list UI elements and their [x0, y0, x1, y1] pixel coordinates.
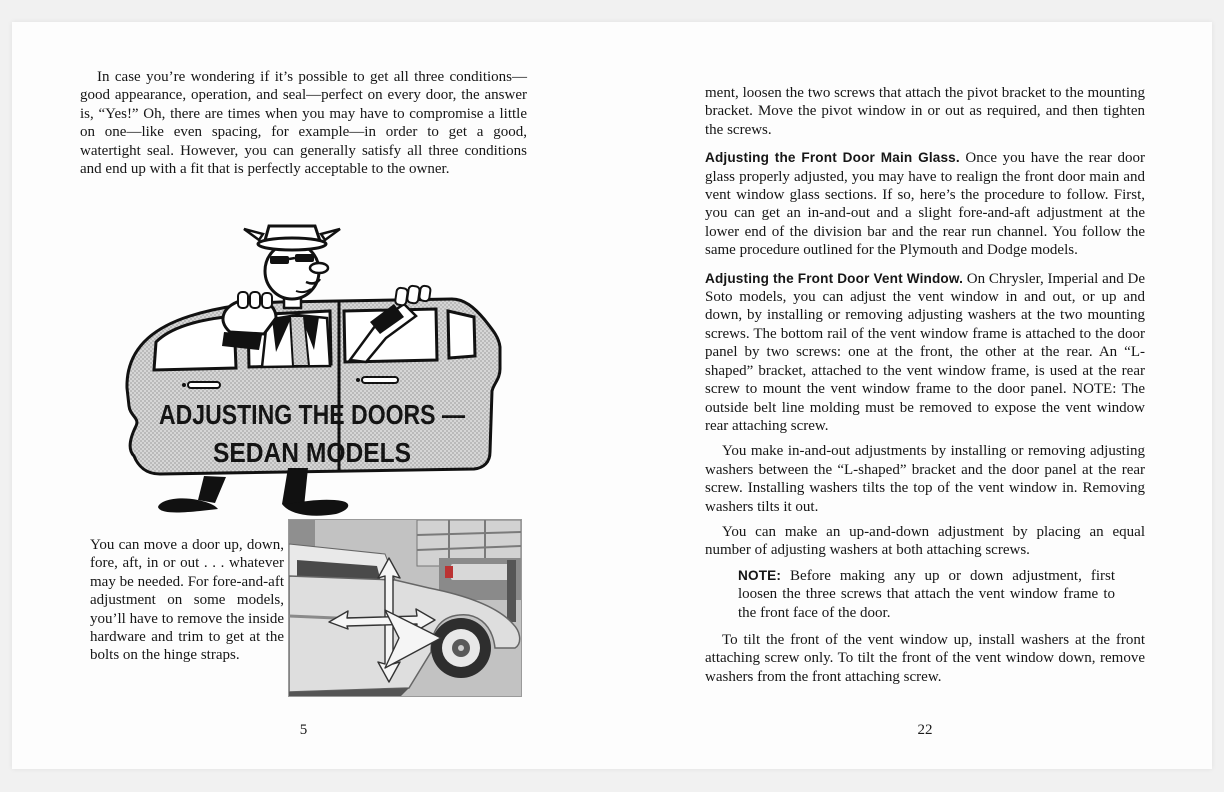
note-text: Before making any up or down adjustment, first loosen the three screws that attach the vent window frame to the front face of the door.	[738, 567, 1116, 621]
section-heading-vent-window: Adjusting the Front Door Vent Window.	[705, 270, 964, 286]
note-label: NOTE:	[738, 567, 782, 583]
book-spread	[12, 22, 1212, 769]
cartoon-illustration	[112, 220, 502, 532]
door-caption: You can move a door up, down, fore, aft, in or out . . . whatever may be needed. For fore-and-aft adjustment on some models, you’ll have to remove the inside hardware and trim to get at the bolts on the hinge straps.	[90, 537, 284, 664]
note-block	[738, 567, 1115, 622]
page-number-left: 5	[299, 722, 308, 738]
car-photo-image	[289, 520, 521, 696]
door-handle-right	[356, 377, 398, 383]
section-main-glass	[705, 149, 1145, 259]
cartoon-title-line2: SEDAN MODELS	[213, 437, 411, 468]
cartoon-title-line1: ADJUSTING THE DOORS —	[159, 399, 465, 430]
body-paragraph-up-down: You can make an up-and-down adjustment by placing an equal number of adjusting washers at both attaching screws.	[705, 523, 1145, 559]
section-vent-window-text: On Chrysler, Imperial and De Soto models, you can adjust the vent window in and out, or up and down, by installing or removing adjusting washers at the two mounting screws. The bottom rail of the vent window frame is attached to the door panel by two screws: one at the front, the other at the rear. An “L-shaped” bracket, attached to the vent window frame, is used at the rear screw to mount the vent window frame to the door panel. NOTE: The outside belt line molding must be removed to expose the vent window rear attaching screw.	[705, 270, 1145, 434]
body-paragraph-in-out: You make in-and-out adjustments by installing or removing adjusting washers between the “L-shaped” bracket and the door panel at the rear screw. Installing washers tilts the top of the vent window in. Removing washers tilts it out.	[705, 443, 1145, 515]
cartoon-doors-drawing	[112, 220, 502, 532]
body-paragraph-continuation: ment, loosen the two screws that attach the pivot bracket to the mounting bracket. Move the pivot window in or out as required, and then tighten the screws.	[705, 85, 1145, 138]
body-paragraph-tilt: To tilt the front of the vent window up, install washers at the front attaching screw only. To tilt the front of the vent window down, remove washers from the front attaching screw.	[705, 631, 1145, 685]
intro-paragraph: In case you’re wondering if it’s possible to get all three conditions—good appearance, operation, and seal—perfect on every door, the answer is, “Yes!” Oh, there are times when you may have to compromise a little on one—like even spacing, for example—in order to get a good, watertight seal. However, you can generally satisfy all three conditions and end up with a fit that is perfectly acceptable to the owner.	[80, 69, 527, 178]
page-number-right: 22	[917, 722, 933, 738]
door-handle-left	[182, 382, 220, 388]
section-heading-main-glass: Adjusting the Front Door Main Glass.	[705, 150, 960, 166]
car-photo	[289, 520, 521, 696]
section-vent-window	[705, 270, 1145, 436]
glasses-icon	[270, 256, 289, 264]
window-vent	[448, 311, 475, 358]
section-main-glass-text: Once you have the rear door glass properly adjusted, you may have to realign the front door main and vent window glass sections. If so, here’s the procedure to follow. First, you can get an in-and-out and a slight fore-and-aft adjustment at the lower end of the division bar and the rear run channel. You follow the same procedure outlined for the Plymouth and Dodge models.	[705, 150, 1146, 259]
